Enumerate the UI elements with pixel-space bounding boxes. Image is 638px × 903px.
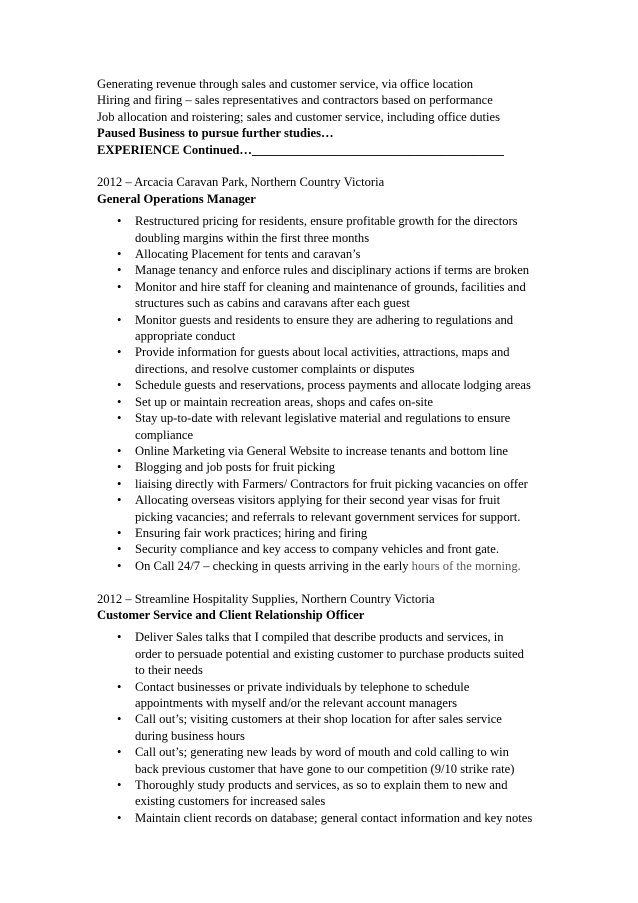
bullet-text-line: Maintain client records on database; general contact information and key notes	[135, 810, 533, 825]
bullet-icon: •	[117, 345, 122, 360]
intro-line: Generating revenue through sales and customer service, via office location	[97, 77, 474, 91]
bullet-text-line: Call out’s; visiting customers at their shop location for after sales service	[135, 712, 502, 727]
bullet-icon: •	[117, 493, 122, 508]
job-section-1	[97, 174, 547, 574]
bullet-icon: •	[117, 214, 122, 229]
bullet-icon: •	[117, 443, 122, 458]
bullet-item	[97, 394, 547, 410]
bullet-icon: •	[117, 542, 122, 557]
bullet-text-line: during business hours	[135, 728, 245, 743]
bullet-icon: •	[117, 411, 122, 426]
bullet-text-line: doubling margins within the first three months	[135, 230, 370, 245]
spacer	[97, 158, 547, 174]
bullet-text-line: existing customers for increased sales	[135, 794, 326, 809]
bullet-text-line: order to persuade potential and existing customer to purchase products suited	[135, 646, 524, 661]
bullet-icon: •	[117, 394, 122, 409]
bullet-item	[97, 410, 547, 443]
bullet-item	[97, 541, 547, 557]
job-date-location: 2012 – Streamline Hospitality Supplies, Northern Country Victoria	[97, 591, 435, 606]
bullet-icon: •	[117, 460, 122, 475]
bullet-text-line: Allocating overseas visitors applying for their second year visas for fruit	[135, 493, 501, 508]
bullet-item	[97, 525, 547, 541]
bullet-text-line	[135, 558, 555, 574]
bullet-item	[97, 213, 547, 246]
bullet-text-line: appropriate conduct	[135, 329, 236, 344]
bullet-item	[97, 246, 547, 262]
paused-note: Paused Business to pursue further studies…	[97, 126, 334, 141]
job-date-location: 2012 – Arcacia Caravan Park, Northern Country Victoria	[97, 175, 385, 190]
bullet-text-line: Blogging and job posts for fruit picking	[135, 460, 336, 475]
bullet-item	[97, 744, 547, 777]
job-title: General Operations Manager	[97, 191, 256, 206]
bullet-item	[97, 344, 547, 377]
bullet-text-line: Restructured pricing for residents, ensure profitable growth for the directors	[135, 214, 518, 229]
bullet-text-line: to their needs	[135, 663, 203, 678]
bullet-icon: •	[117, 312, 122, 327]
bullet-icon: •	[117, 679, 122, 694]
bullet-icon: •	[117, 476, 122, 491]
bullet-text-line: Set up or maintain recreation areas, shops and cafes on-site	[135, 394, 433, 409]
bullet-item	[97, 459, 547, 475]
bullet-text-line: Allocating Placement for tents and caravan’s	[135, 247, 361, 262]
bullet-text-line: Online Marketing via General Website to increase tenants and bottom line	[135, 443, 508, 458]
bullet-item	[97, 312, 547, 345]
bullet-item	[97, 476, 547, 492]
experience-heading: EXPERIENCE Continued…________________________________________	[97, 142, 504, 157]
intro-line: Hiring and firing – sales representatives and contractors based on performance	[97, 93, 493, 108]
bullet-icon: •	[117, 745, 122, 760]
bullet-text-line: Ensuring fair work practices; hiring and firing	[135, 525, 368, 540]
job-bullet-list	[97, 629, 547, 826]
bullet-text-faded: hours of the morning.	[411, 558, 521, 573]
job-title: Customer Service and Client Relationship Officer	[97, 607, 365, 622]
bullet-item	[97, 377, 547, 393]
bullet-icon: •	[117, 810, 122, 825]
bullet-item	[97, 279, 547, 312]
bullet-icon: •	[117, 378, 122, 393]
bullet-text-line: Monitor guests and residents to ensure they are adhering to regulations and	[135, 312, 514, 327]
intro-section	[97, 76, 547, 158]
bullet-item	[97, 711, 547, 744]
bullet-text-line: Stay up-to-date with relevant legislative material and regulations to ensure	[135, 411, 511, 426]
bullet-text-line: compliance	[135, 427, 194, 442]
bullet-item	[97, 810, 547, 826]
spacer	[97, 574, 547, 590]
bullet-text-line: Monitor and hire staff for cleaning and maintenance of grounds, facilities and	[135, 279, 526, 294]
job-bullet-list	[97, 213, 547, 574]
bullet-text-line: Provide information for guests about local activities, attractions, maps and	[135, 345, 510, 360]
bullet-item	[97, 262, 547, 278]
bullet-item	[97, 443, 547, 459]
bullet-icon: •	[117, 525, 122, 540]
intro-line: Job allocation and roistering; sales and customer service, including office duties	[97, 109, 501, 124]
bullet-item	[97, 777, 547, 810]
bullet-text-line: Schedule guests and reservations, process payments and allocate lodging areas	[135, 378, 531, 393]
bullet-text-line: Contact businesses or private individuals by telephone to schedule	[135, 679, 470, 694]
bullet-text-line: structures such as cabins and caravans after each guest	[135, 296, 410, 311]
bullet-icon: •	[117, 263, 122, 278]
bullet-text-main: On Call 24/7 – checking in quests arriving in the early	[135, 558, 412, 573]
bullet-text-line: Manage tenancy and enforce rules and disciplinary actions if terms are broken	[135, 263, 530, 278]
bullet-text-line: directions, and resolve customer complaints or disputes	[135, 361, 415, 376]
bullet-item	[97, 679, 547, 712]
bullet-icon: •	[117, 247, 122, 262]
bullet-item	[97, 629, 547, 678]
job-section-2	[97, 591, 547, 827]
bullet-text-line: Call out’s; generating new leads by word of mouth and cold calling to win	[135, 745, 509, 760]
document-page	[97, 76, 547, 826]
bullet-text-line: back previous customer that have gone to our competition (9/10 strike rate)	[135, 761, 515, 776]
bullet-item	[97, 492, 547, 525]
bullet-icon: •	[117, 712, 122, 727]
bullet-icon: •	[117, 778, 122, 793]
bullet-text-line: Deliver Sales talks that I compiled that describe products and services, in	[135, 630, 504, 645]
bullet-text-line: picking vacancies; and referrals to relevant government services for support.	[135, 509, 521, 524]
bullet-icon: •	[117, 630, 122, 645]
bullet-icon: •	[117, 558, 122, 573]
bullet-text-line: appointments with myself and/or the relevant account managers	[135, 696, 458, 710]
bullet-text-line: Thoroughly study products and services, as so to explain them to new and	[135, 778, 508, 793]
bullet-text-line: liaising directly with Farmers/ Contractors for fruit picking vacancies on offer	[135, 476, 528, 491]
bullet-icon: •	[117, 279, 122, 294]
bullet-item	[97, 558, 547, 574]
bullet-text-line: Security compliance and key access to company vehicles and front gate.	[135, 542, 500, 557]
